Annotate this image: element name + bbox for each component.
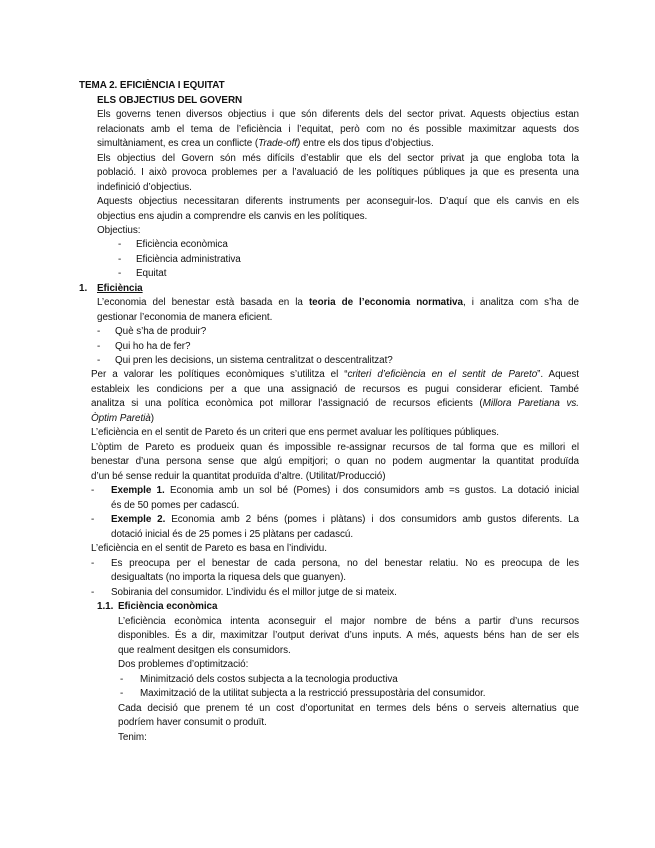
bullet-dash: -: [118, 254, 122, 265]
body-line: Per a valorar les polítiques econòmiques s’utilitza el “criteri d’eficiència en el sentit de Pareto”. Aquest: [91, 369, 579, 380]
intro-line: relacionats amb el tema de l’eficiència i l’equitat, però com no és possible maximitzar aquests dos: [97, 124, 579, 135]
objective-item: Eficiència administrativa: [136, 254, 241, 265]
subsection-number: 1.1.: [97, 601, 114, 612]
body-line: disponibles. És a dir, maximitzar l’output derivat d’uns inputs. A més, aquests béns han de ser els: [118, 630, 579, 641]
section-subtitle: ELS OBJECTIUS DEL GOVERN: [97, 95, 243, 106]
bullet-dash: -: [118, 268, 122, 279]
subsection-heading: Eficiència econòmica: [118, 601, 218, 612]
body-line: Òptim Paretià): [91, 413, 154, 424]
bullet-text: desigualtats (no importa la riquesa dels que guanyen).: [111, 572, 346, 583]
body-line: Tenim:: [118, 732, 147, 743]
bullet-dash: -: [97, 326, 101, 337]
body-line: gestionar l’economia de manera eficient.: [97, 312, 273, 323]
intro-line: població. I això provoca problemes per a l’avaluació de les polítiques públiques ja que es presenta una: [97, 167, 579, 178]
section-heading: Eficiència: [97, 283, 143, 294]
body-line: d’un bé sense reduir la quantitat produïda d’altre. (Utilitat/Producció): [91, 471, 386, 482]
bullet-dash: -: [120, 688, 124, 699]
objectives-label: Objectius:: [97, 225, 141, 236]
question-item: Què s’ha de produir?: [115, 326, 207, 337]
intro-line: Aquests objectius necessitaran diferents instruments per aconseguir-los. D’aquí que els canvis en els: [97, 196, 579, 207]
body-line: L’eficiència en el sentit de Pareto és un criteri que ens permet avaluar les polítiques públiques.: [91, 427, 499, 438]
intro-line: Els objectius del Govern són més difícils d’establir que els del sector privat ja que engloba tota la: [97, 153, 579, 164]
bullet-dash: -: [91, 485, 95, 496]
example-2: Exemple 2. Economia amb 2 béns (pomes i plàtans) i dos consumidors amb gustos diferents. La: [111, 514, 579, 525]
question-item: Qui pren les decisions, un sistema centralitzat o descentralitzat?: [115, 355, 393, 366]
bullet-dash: -: [91, 587, 95, 598]
intro-line: indefinició d’objectius.: [97, 182, 192, 193]
body-line: podríem haver consumit o produït.: [118, 717, 267, 728]
body-line: L’òptim de Pareto es produeix quan és impossible re-assignar recursos de tal forma que es millori el: [91, 442, 579, 453]
example-1: Exemple 1. Economia amb un sol bé (Pomes) i dos consumidors amb =s gustos. La dotació inicial: [111, 485, 579, 496]
body-line: L’eficiència en el sentit de Pareto es basa en l’individu.: [91, 543, 327, 554]
bullet-dash: -: [91, 558, 95, 569]
body-line: analitza si una política econòmica pot millorar l’assignació de recursos eficients (Millora Paretiana vs.: [91, 398, 579, 409]
question-item: Qui ho ha de fer?: [115, 341, 191, 352]
bullet-dash: -: [97, 341, 101, 352]
body-line: Cada decisió que prenem té un cost d’oportunitat en termes dels béns o serveis alternatius que: [118, 703, 579, 714]
bullet-text: Sobirania del consumidor. L’individu és el millor jutge de si mateix.: [111, 587, 397, 598]
body-line: L’eficiència econòmica intenta aconseguir el major nombre de béns a partir d’uns recursos: [118, 616, 579, 627]
example-1-cont: és de 50 pomes per cadascú.: [111, 500, 240, 511]
bullet-dash: -: [91, 514, 95, 525]
bullet-dash: -: [97, 355, 101, 366]
intro-line: simultàniament, es crea un conflicte (Trade-off) entre els dos tipus d’objectius.: [97, 138, 434, 149]
objective-item: Eficiència econòmica: [136, 239, 228, 250]
example-2-cont: dotació inicial és de 25 pomes i 25 plàtans per cadascú.: [111, 529, 354, 540]
body-line: Dos problemes d’optimització:: [118, 659, 249, 670]
body-line: que realment desitgen els consumidors.: [118, 645, 291, 656]
problem-item: Maximització de la utilitat subjecta a la restricció pressupostària del consumidor.: [140, 688, 486, 699]
body-line: L’economia del benestar està basada en la teoria de l’economia normativa, i analitza com s’ha de: [97, 297, 580, 308]
section-number: 1.: [79, 283, 88, 294]
objective-item: Equitat: [136, 268, 167, 279]
intro-line: Els governs tenen diversos objectius i que són diferents dels del sector privat. Aquests objectius estan: [97, 109, 579, 120]
intro-line: objectius ens ajudin a comprendre els canvis en les polítiques.: [97, 211, 368, 222]
bullet-text: Es preocupa per el benestar de cada persona, no del benestar relatiu. No es preocupa de les: [111, 558, 579, 569]
body-line: estableix les condicions per a que una assignació de recursos es pugui considerar eficient. També: [91, 384, 579, 395]
bullet-dash: -: [118, 239, 122, 250]
problem-item: Minimització dels costos subjecta a la tecnologia productiva: [140, 674, 398, 685]
body-line: benestar d’una persona sense que algú empitjori; o quan no podem augmentar la quantitat produïda: [91, 456, 579, 467]
page-title: TEMA 2. EFICIÈNCIA I EQUITAT: [79, 80, 225, 91]
bullet-dash: -: [120, 674, 124, 685]
